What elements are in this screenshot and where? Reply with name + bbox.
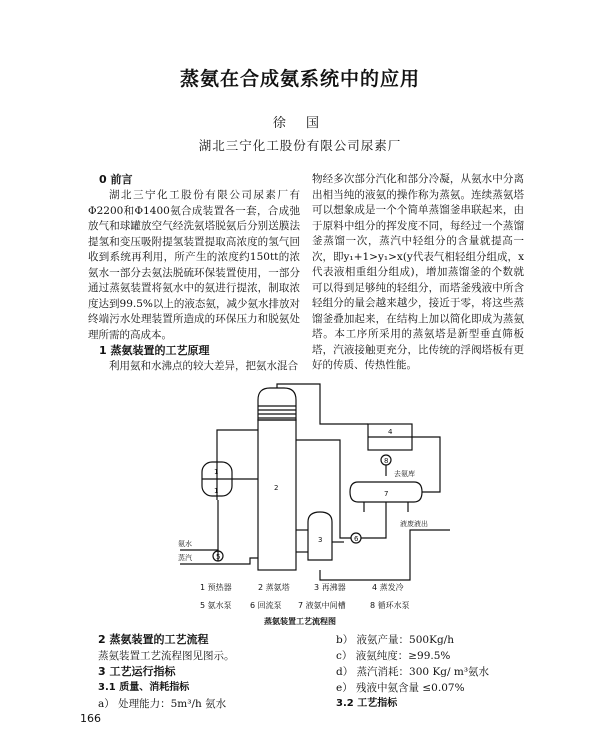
label-7: 7 [384, 490, 389, 498]
label-5: 5 [216, 553, 221, 561]
section-3-2-heading: 3.2 工艺指标 [336, 698, 398, 709]
process-flow-diagram [150, 380, 450, 615]
label-1b: 1 [214, 487, 219, 495]
legend-item: 2 蒸氨塔 [258, 583, 290, 592]
left-column [88, 172, 300, 375]
label-1a: 1 [214, 468, 219, 476]
section-3-1-heading: 3.1 质量、消耗指标 [98, 682, 190, 693]
section-1-heading: 1 蒸氨装置的工艺原理 [99, 344, 210, 357]
legend-item: 4 蒸发冷 [372, 583, 404, 592]
label-6: 6 [354, 535, 359, 543]
label-waste-liquid: 液废液出 [400, 520, 428, 528]
page-title: 蒸氨在合成氨系统中的应用 [179, 68, 420, 90]
item-e: e） 残液中氨含量 ≤0.07% [336, 682, 465, 694]
label-to-ammonia-tank: 去氨库 [394, 470, 415, 478]
legend-item: 7 液氨中间槽 [298, 601, 346, 610]
label-steam: 蒸汽 [178, 554, 192, 562]
legend-item: 3 再沸器 [314, 583, 346, 592]
section-2-text: 蒸氨装置工艺流程图见图示。 [98, 650, 235, 662]
right-column [312, 172, 524, 374]
figure-caption: 蒸氨装置工艺流程图 [264, 617, 336, 626]
section-0-heading: 0 前言 [99, 173, 133, 186]
label-4: 4 [388, 428, 393, 436]
bottom-left-block [98, 632, 308, 712]
item-a: a） 处理能力：5m³/h 氨水 [98, 698, 227, 710]
legend-item: 8 循环水泵 [370, 601, 410, 610]
item-c: c） 液氨纯度：≥99.5% [336, 650, 451, 662]
legend-item: 6 回流泵 [250, 601, 282, 610]
page-number: 166 [80, 712, 101, 725]
right-column-paragraph: 物经多次部分汽化和部分冷凝，从氨水中分离出相当纯的液氨的操作称为蒸氨。连续蒸氨塔可以想象成是一个个简单蒸馏釜串联起来，由于原料中组分的挥发度不同，每经过一个蒸馏釜蒸馏一次，蒸汽中轻组分的含量就提高一次，即y₁+1>y₁>x(y代表气相轻组分组成，x代表液相重组分组成)，增加蒸馏釜的个数就可以得到足够纯的轻组分，而塔釜残液中所含轻组分的量会越来越少，接近于零，将这些蒸馏釜叠加起来，在结构上加以简化即成为蒸氨塔。本工序所采用的蒸氨塔是新型垂直筛板塔，汽液接触更充分，比传统的浮阀塔板有更好的传质、传热性能。 [312, 173, 524, 371]
label-ammonia-water: 氨水 [178, 540, 192, 548]
section-0-paragraph: 湖北三宁化工股份有限公司尿素厂有Φ2200和Φ1400氨合成装置各一套，合成弛放气和球罐放空气经洗氨塔脱氨后分别送膜法提氢和变压吸附提氢装置提取高浓度的氢气回收到系统再利用，所产生的浓度约150tt的浓氨水一部分去氨法脱硫环保装置使用，一部分通过蒸氨装置将氨水中的氨进行提浓，制取浓度达到99.5%以上的液态氨，减少氨水排放对终端污水处理装置所造成的环保压力和脱氨处理所需的高成本。 [88, 189, 300, 341]
section-1-paragraph: 利用氨和水沸点的较大差异，把氨水混合 [109, 360, 298, 372]
label-8: 8 [384, 457, 389, 465]
stripping-column-shape [258, 388, 296, 420]
section-3-heading: 3 工艺运行指标 [98, 665, 176, 678]
stripping-column-body [258, 420, 296, 570]
label-2: 2 [274, 484, 279, 492]
item-d: d） 蒸汽消耗：300 Kg/ m³氨水 [336, 666, 490, 678]
affiliation: 湖北三宁化工股份有限公司尿素厂 [198, 138, 402, 153]
label-3: 3 [318, 536, 323, 544]
author: 徐 国 [272, 116, 328, 131]
legend-item: 5 氨水泵 [200, 601, 232, 610]
item-b: b） 液氨产量：500Kg/h [336, 634, 454, 646]
bottom-right-block [336, 632, 536, 712]
section-2-heading: 2 蒸氨装置的工艺流程 [98, 633, 209, 646]
legend-item: 1 预热器 [200, 583, 232, 592]
